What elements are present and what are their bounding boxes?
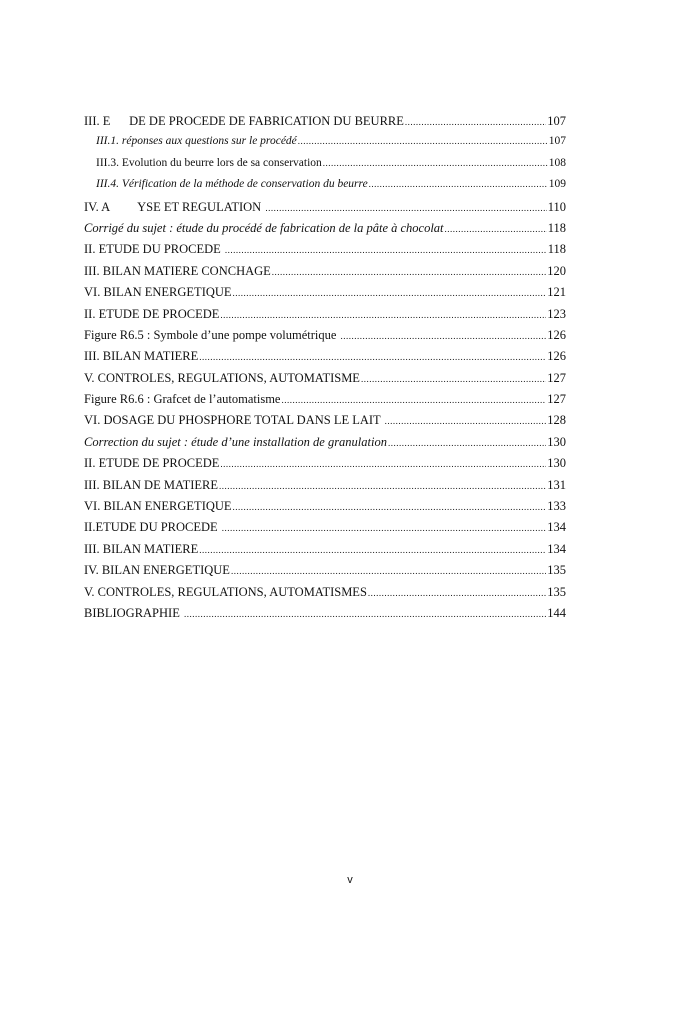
toc-entry-title: III. BILAN MATIERE CONCHAGE <box>84 263 271 278</box>
toc-entry-title: III. BILAN MATIERE <box>84 349 199 364</box>
toc-entry-title: II. ETUDE DE PROCEDE <box>84 306 220 321</box>
toc-entry[interactable] <box>84 371 566 392</box>
toc-leader-dots <box>184 609 546 619</box>
toc-entry-title: II.ETUDE DU PROCEDE <box>84 520 221 535</box>
toc-leader-dots <box>323 158 548 168</box>
toc-entry-page: 123 <box>547 306 566 321</box>
toc-entry[interactable] <box>84 157 566 178</box>
toc-entry[interactable] <box>84 114 566 135</box>
toc-entry-page: 128 <box>547 413 566 428</box>
toc-leader-dots <box>220 459 546 469</box>
toc-entry-title: III.1. réponses aux questions sur le procédé <box>96 135 297 148</box>
toc-leader-dots <box>272 267 546 277</box>
toc-entry-title: V. CONTROLES, REGULATIONS, AUTOMATISME <box>84 370 360 385</box>
toc-leader-dots <box>225 245 547 255</box>
toc-leader-dots <box>388 438 546 448</box>
toc-leader-dots <box>281 395 546 405</box>
toc-entry-title: Correction du sujet : étude d’une installation de granulation <box>84 434 387 449</box>
toc-entry-page: 131 <box>547 477 566 492</box>
toc-leader-dots <box>233 502 547 512</box>
toc-entry-page: 126 <box>547 327 566 342</box>
toc-entry[interactable] <box>84 328 566 349</box>
toc-entry[interactable] <box>84 478 566 499</box>
toc-entry-title: II. ETUDE DE PROCEDE <box>84 456 220 471</box>
toc-leader-dots <box>445 224 547 234</box>
toc-entry-page: 135 <box>547 563 566 578</box>
toc-entry-page: 133 <box>547 499 566 514</box>
toc-entry-title: Figure R6.6 : Grafcet de l’automatisme <box>84 392 281 407</box>
page-number: v <box>347 874 353 886</box>
toc-entry-page: 134 <box>547 520 566 535</box>
toc-entry[interactable] <box>84 520 566 541</box>
toc-entry-page: 108 <box>548 156 566 169</box>
toc-entry-title: III.4. Vérification de la méthode de conservation du beurre <box>96 178 368 191</box>
toc-entry[interactable] <box>84 392 566 413</box>
toc-leader-dots <box>231 566 546 576</box>
toc-entry-title: Corrigé du sujet : étude du procédé de fabrication de la pâte à chocolat <box>84 220 444 235</box>
toc-entry[interactable] <box>84 563 566 584</box>
toc-entry-title: VI. DOSAGE DU PHOSPHORE TOTAL DANS LE LAIT <box>84 413 384 428</box>
toc-leader-dots <box>220 310 546 320</box>
toc-entry[interactable] <box>84 242 566 263</box>
toc-entry-page: 130 <box>547 434 566 449</box>
toc-leader-dots <box>199 545 546 555</box>
toc-entry-page: 109 <box>548 178 566 191</box>
toc-entry-title: II. ETUDE DU PROCEDE <box>84 242 224 257</box>
toc-leader-dots <box>219 481 546 491</box>
toc-leader-dots <box>361 374 546 384</box>
toc-entry[interactable] <box>84 606 566 627</box>
toc-entry-page: 134 <box>547 541 566 556</box>
toc-entry-title: VI. BILAN ENERGETIQUE <box>84 499 232 514</box>
toc-entry[interactable] <box>84 435 566 456</box>
toc-entry-title: III.3. Evolution du beurre lors de sa conservation <box>96 156 322 169</box>
toc-entry[interactable] <box>84 200 566 221</box>
toc-entry-title: Figure R6.5 : Symbole d’une pompe volumétrique <box>84 327 340 342</box>
toc-leader-dots <box>385 416 547 426</box>
toc-entry-title: VI. BILAN ENERGETIQUE <box>84 285 232 300</box>
toc-entry-page: 135 <box>547 584 566 599</box>
toc-entry-title: IV. A YSE ET REGULATION <box>84 199 265 214</box>
toc-entry-title: III. E DE DE PROCEDE DE FABRICATION DU BEURRE <box>84 114 404 128</box>
toc-entry-page: 127 <box>547 370 566 385</box>
toc-entry[interactable] <box>84 285 566 306</box>
table-of-contents <box>84 114 566 627</box>
toc-entry-page: 118 <box>547 242 566 257</box>
toc-entry[interactable] <box>84 349 566 370</box>
toc-entry-page: 110 <box>547 199 566 214</box>
toc-entry-title: III. BILAN DE MATIERE <box>84 477 219 492</box>
toc-leader-dots <box>265 203 546 213</box>
toc-entry-page: 127 <box>547 392 566 407</box>
toc-leader-dots <box>298 136 548 146</box>
toc-leader-dots <box>341 331 547 341</box>
toc-leader-dots <box>368 588 546 598</box>
toc-entry-title: III. BILAN MATIERE <box>84 541 199 556</box>
toc-leader-dots <box>222 523 546 533</box>
toc-entry[interactable] <box>84 499 566 520</box>
toc-entry-page: 130 <box>547 456 566 471</box>
toc-leader-dots <box>233 288 547 298</box>
toc-leader-dots <box>199 352 546 362</box>
toc-entry[interactable] <box>84 264 566 285</box>
toc-entry[interactable] <box>84 221 566 242</box>
toc-entry-page: 107 <box>547 114 566 128</box>
toc-entry-title: V. CONTROLES, REGULATIONS, AUTOMATISMES <box>84 584 367 599</box>
toc-entry-page: 107 <box>548 135 566 148</box>
toc-entry-title: BIBLIOGRAPHIE <box>84 605 183 620</box>
toc-entry-page: 120 <box>547 263 566 278</box>
toc-leader-dots <box>405 117 546 127</box>
toc-entry-page: 126 <box>547 349 566 364</box>
toc-entry[interactable] <box>84 542 566 563</box>
toc-entry[interactable] <box>84 413 566 434</box>
toc-entry[interactable] <box>84 135 566 156</box>
toc-entry[interactable] <box>84 456 566 477</box>
toc-entry[interactable] <box>84 178 566 199</box>
toc-entry-page: 121 <box>547 285 566 300</box>
toc-leader-dots <box>369 179 548 189</box>
toc-entry[interactable] <box>84 585 566 606</box>
toc-entry[interactable] <box>84 307 566 328</box>
toc-entry-page: 118 <box>547 220 566 235</box>
toc-entry-title: IV. BILAN ENERGETIQUE <box>84 563 230 578</box>
toc-entry-page: 144 <box>547 605 566 620</box>
